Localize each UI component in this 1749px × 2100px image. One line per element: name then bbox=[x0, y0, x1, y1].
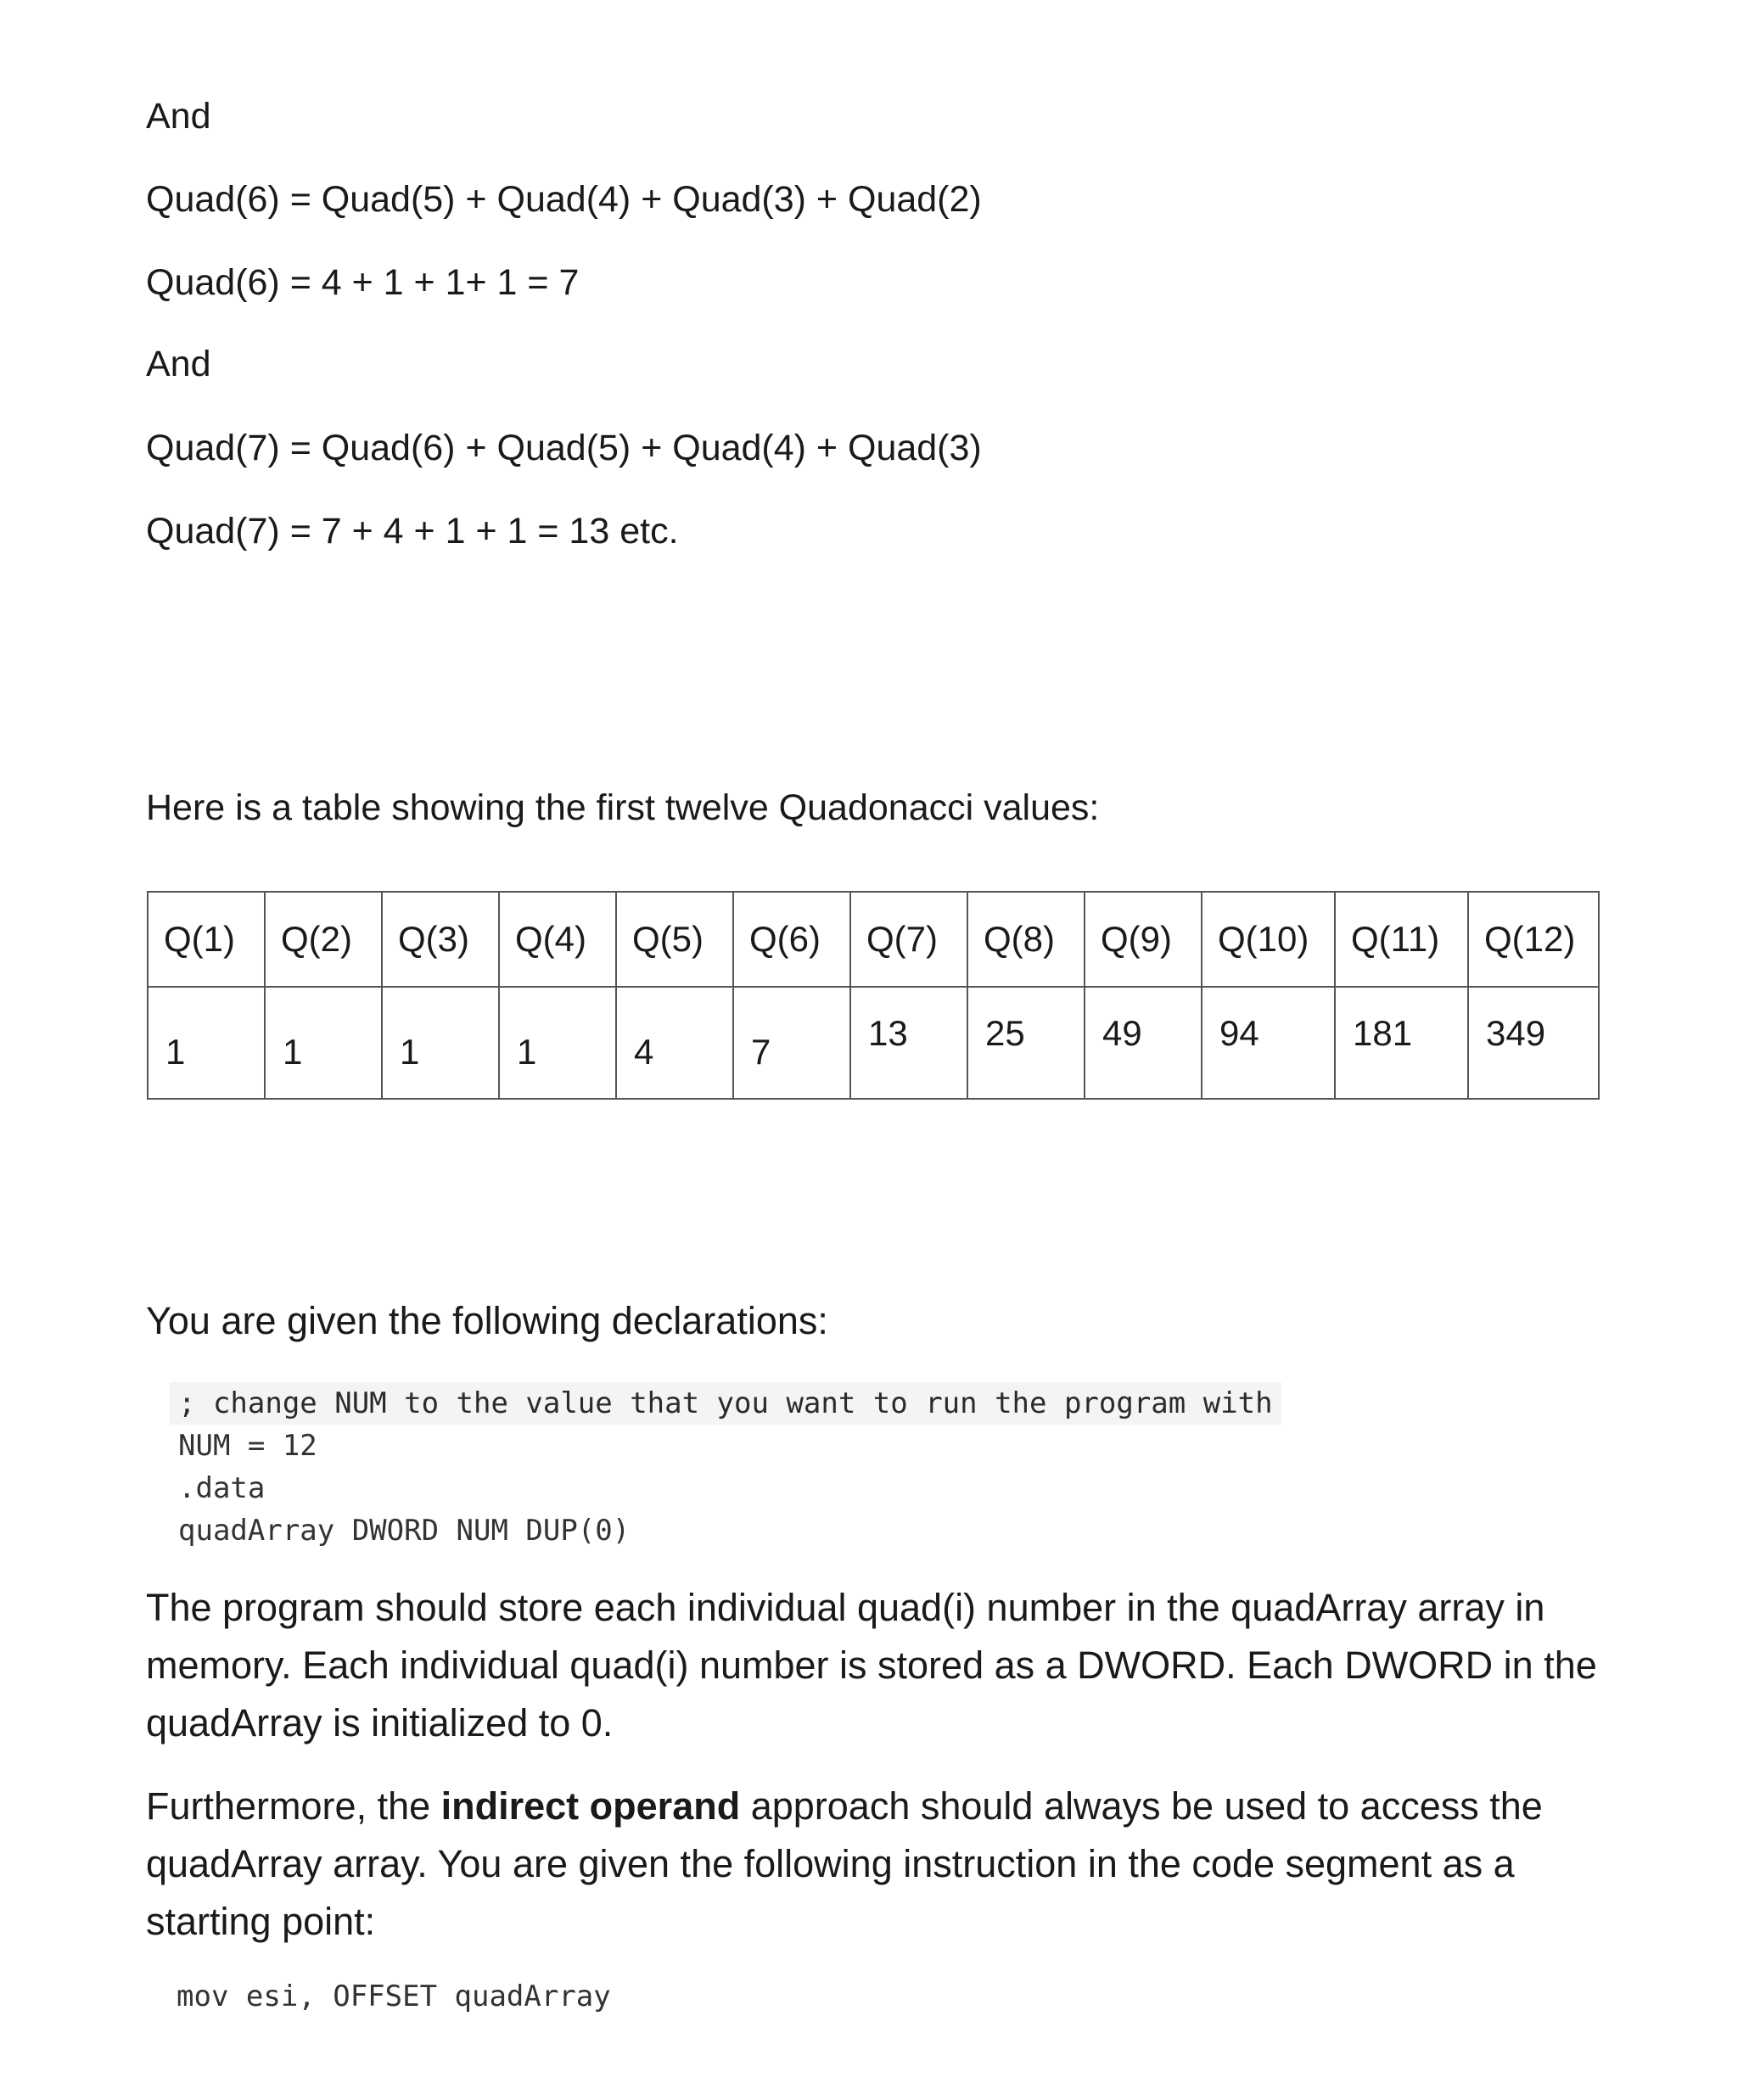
header-cell: Q(1) bbox=[148, 892, 265, 987]
header-cell: Q(5) bbox=[616, 892, 733, 987]
header-cell: Q(3) bbox=[382, 892, 499, 987]
quad6-definition: Quad(6) = Quad(5) + Quad(4) + Quad(3) + Quad(2) bbox=[146, 179, 982, 220]
quad7-definition: Quad(7) = Quad(6) + Quad(5) + Quad(4) + Quad(3) bbox=[146, 428, 982, 468]
and-text-1: And bbox=[146, 96, 211, 137]
header-cell: Q(9) bbox=[1085, 892, 1202, 987]
value-cell: 181 bbox=[1335, 987, 1468, 1099]
value-cell: 1 bbox=[265, 987, 382, 1099]
value-cell: 1 bbox=[382, 987, 499, 1099]
value-cell: 49 bbox=[1085, 987, 1202, 1099]
header-cell: Q(2) bbox=[265, 892, 382, 987]
header-cell: Q(4) bbox=[499, 892, 616, 987]
header-cell: Q(7) bbox=[850, 892, 967, 987]
header-cell: Q(11) bbox=[1335, 892, 1468, 987]
paragraph-storage: The program should store each individual quad(i) number in the quadArray array in memory. Each individual quad(i) number is stored as a DWORD. Each DWORD in the quadArray is initialized to 0. bbox=[146, 1586, 1597, 1744]
header-cell: Q(12) bbox=[1468, 892, 1599, 987]
table-header-row bbox=[148, 892, 1599, 987]
value-cell: 349 bbox=[1468, 987, 1599, 1099]
header-cell: Q(6) bbox=[733, 892, 850, 987]
table-intro: Here is a table showing the first twelve Quadonacci values: bbox=[146, 787, 1100, 828]
quadonacci-table bbox=[147, 891, 1600, 1100]
header-cell: Q(8) bbox=[967, 892, 1085, 987]
quad6-value: Quad(6) = 4 + 1 + 1+ 1 = 7 bbox=[146, 262, 580, 303]
value-cell: 1 bbox=[499, 987, 616, 1099]
table-value-row bbox=[148, 987, 1599, 1099]
value-cell: 1 bbox=[148, 987, 265, 1099]
header-cell: Q(10) bbox=[1202, 892, 1335, 987]
code-num-line: NUM = 12 bbox=[178, 1429, 317, 1463]
paragraph-2-bold: indirect operand bbox=[440, 1784, 741, 1828]
value-cell: 25 bbox=[967, 987, 1085, 1099]
paragraph-indirect-operand bbox=[146, 1778, 1623, 1951]
and-text-2: And bbox=[146, 344, 211, 384]
code-data-line: .data bbox=[178, 1471, 266, 1505]
value-cell: 7 bbox=[733, 987, 850, 1099]
start-instruction: mov esi, OFFSET quadArray bbox=[177, 1980, 611, 2013]
paragraph-2-after: approach should always be used to access the quadArray array. You are given the following instruction in the code segment as a starting point: bbox=[146, 1784, 1543, 1943]
code-array-line: quadArray DWORD NUM DUP(0) bbox=[178, 1514, 631, 1548]
paragraph-2-before: Furthermore, the bbox=[146, 1784, 441, 1828]
code-comment-line: ; change NUM to the value that you want to run the program with bbox=[170, 1382, 1281, 1425]
declarations-intro: You are given the following declarations: bbox=[146, 1299, 828, 1342]
value-cell: 94 bbox=[1202, 987, 1335, 1099]
quad7-value: Quad(7) = 7 + 4 + 1 + 1 = 13 etc. bbox=[146, 511, 679, 552]
value-cell: 13 bbox=[850, 987, 967, 1099]
value-cell: 4 bbox=[616, 987, 733, 1099]
